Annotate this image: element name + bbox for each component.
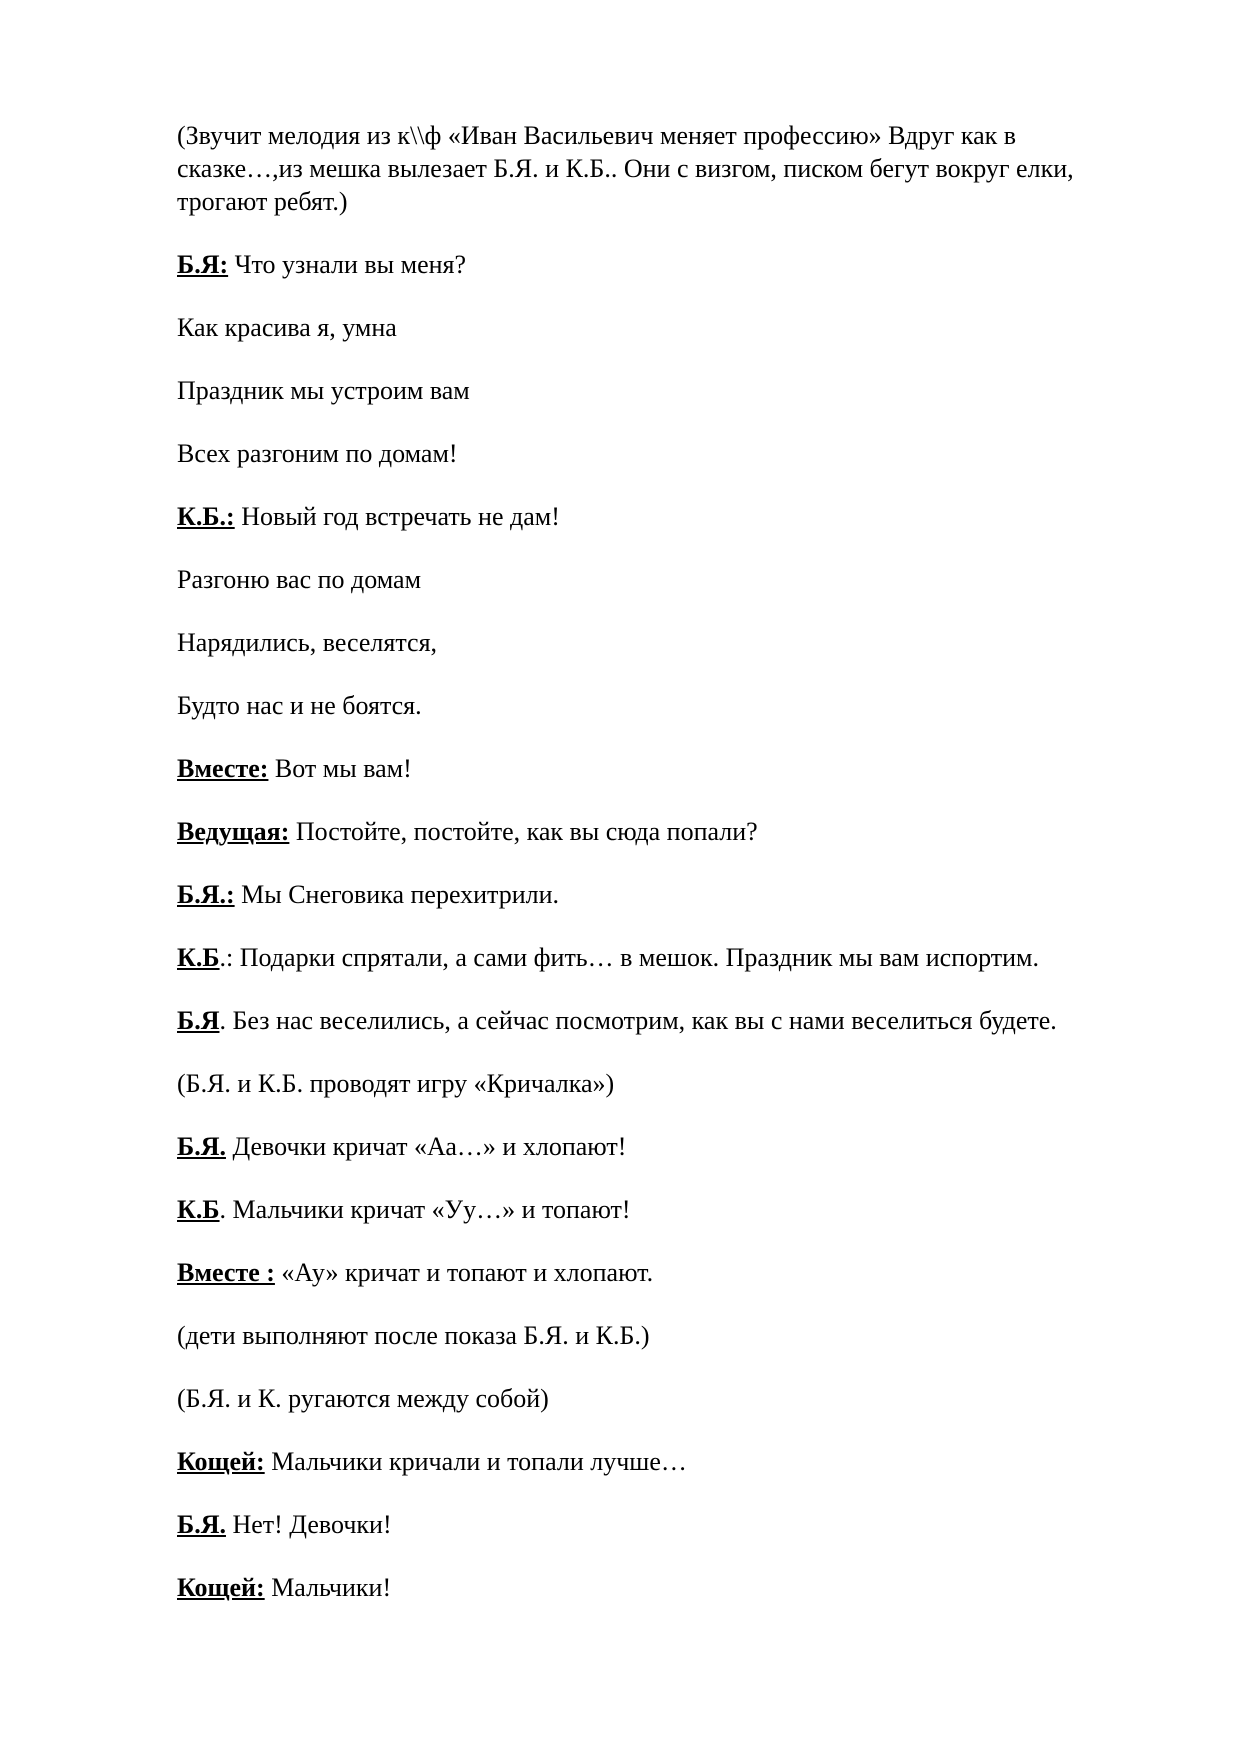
dialogue-line: [177, 1130, 1140, 1163]
dialogue-line: [177, 752, 1140, 785]
dialogue-line: [177, 815, 1140, 848]
verse-line: [177, 374, 1140, 407]
line-text: Праздник мы устроим вам: [177, 376, 470, 405]
verse-line: [177, 563, 1140, 596]
dialogue-line: [177, 1445, 1140, 1478]
line-text: Постойте, постойте, как вы сюда попали?: [289, 817, 758, 846]
dialogue-line: [177, 878, 1140, 911]
speaker-label: Б.Я.:: [177, 880, 235, 909]
speaker-label: К.Б.:: [177, 502, 235, 531]
line-text: (Б.Я. и К. ругаются между собой): [177, 1384, 549, 1413]
dialogue-line: [177, 1004, 1140, 1037]
line-text: Как красива я, умна: [177, 313, 397, 342]
line-text: Без нас веселились, а сейчас посмотрим, как вы с нами веселиться будете.: [225, 1006, 1057, 1035]
speaker-label: Ведущая:: [177, 817, 290, 846]
speaker-punctuation: .: [219, 1006, 226, 1035]
speaker-label: К.Б: [177, 943, 220, 972]
line-text: Мальчики кричали и топали лучше…: [264, 1447, 687, 1476]
stage-direction: [177, 1067, 1140, 1100]
verse-line: [177, 689, 1140, 722]
speaker-label: Б.Я.: [177, 1132, 226, 1161]
speaker-label: Б.Я.: [177, 1510, 226, 1539]
speaker-label: Б.Я: [177, 1006, 220, 1035]
speaker-label: Вместе:: [177, 754, 269, 783]
verse-line: [177, 626, 1140, 659]
line-text: Разгоню вас по домам: [177, 565, 422, 594]
speaker-label: Вместе :: [177, 1258, 275, 1287]
line-text: Нет! Девочки!: [225, 1510, 392, 1539]
dialogue-line: [177, 248, 1140, 281]
dialogue-line: [177, 941, 1140, 974]
stage-direction: [177, 119, 1140, 218]
speaker-punctuation: .:: [219, 943, 234, 972]
line-text: (Звучит мелодия из к\\ф «Иван Васильевич меняет профессию» Вдруг как в сказке…,из мешка вылезает Б.Я. и К.Б.. Они с визгом, писком бегут вокруг елки, трогают ребят.): [177, 121, 1074, 216]
stage-direction: [177, 1382, 1140, 1415]
dialogue-line: [177, 1256, 1140, 1289]
line-text: (Б.Я. и К.Б. проводят игру «Кричалка»): [177, 1069, 615, 1098]
line-text: Девочки кричат «Аа…» и хлопают!: [225, 1132, 627, 1161]
line-text: Новый год встречать не дам!: [234, 502, 560, 531]
speaker-label: Б.Я:: [177, 250, 229, 279]
dialogue-line: [177, 1571, 1140, 1604]
stage-direction: [177, 1319, 1140, 1352]
verse-line: [177, 311, 1140, 344]
speaker-label: Кощей:: [177, 1447, 265, 1476]
line-text: Всех разгоним по домам!: [177, 439, 458, 468]
line-text: Будто нас и не боятся.: [177, 691, 422, 720]
dialogue-line: [177, 1508, 1140, 1541]
line-text: Подарки спрятали, а сами фить… в мешок. Праздник мы вам испортим.: [233, 943, 1039, 972]
verse-line: [177, 437, 1140, 470]
line-text: Мальчики кричат «Уу…» и топают!: [226, 1195, 631, 1224]
speaker-punctuation: .: [219, 1195, 227, 1224]
line-text: Вот мы вам!: [268, 754, 412, 783]
line-text: «Ау» кричат и топают и хлопают.: [274, 1258, 654, 1287]
line-text: Что узнали вы меня?: [228, 250, 467, 279]
line-text: (дети выполняют после показа Б.Я. и К.Б.): [177, 1321, 650, 1350]
line-text: Нарядились, веселятся,: [177, 628, 438, 657]
dialogue-line: [177, 1193, 1140, 1226]
line-text: Мальчики!: [264, 1573, 392, 1602]
dialogue-line: [177, 500, 1140, 533]
line-text: Мы Снеговика перехитрили.: [234, 880, 560, 909]
speaker-label: Кощей:: [177, 1573, 265, 1602]
speaker-label: К.Б: [177, 1195, 220, 1224]
